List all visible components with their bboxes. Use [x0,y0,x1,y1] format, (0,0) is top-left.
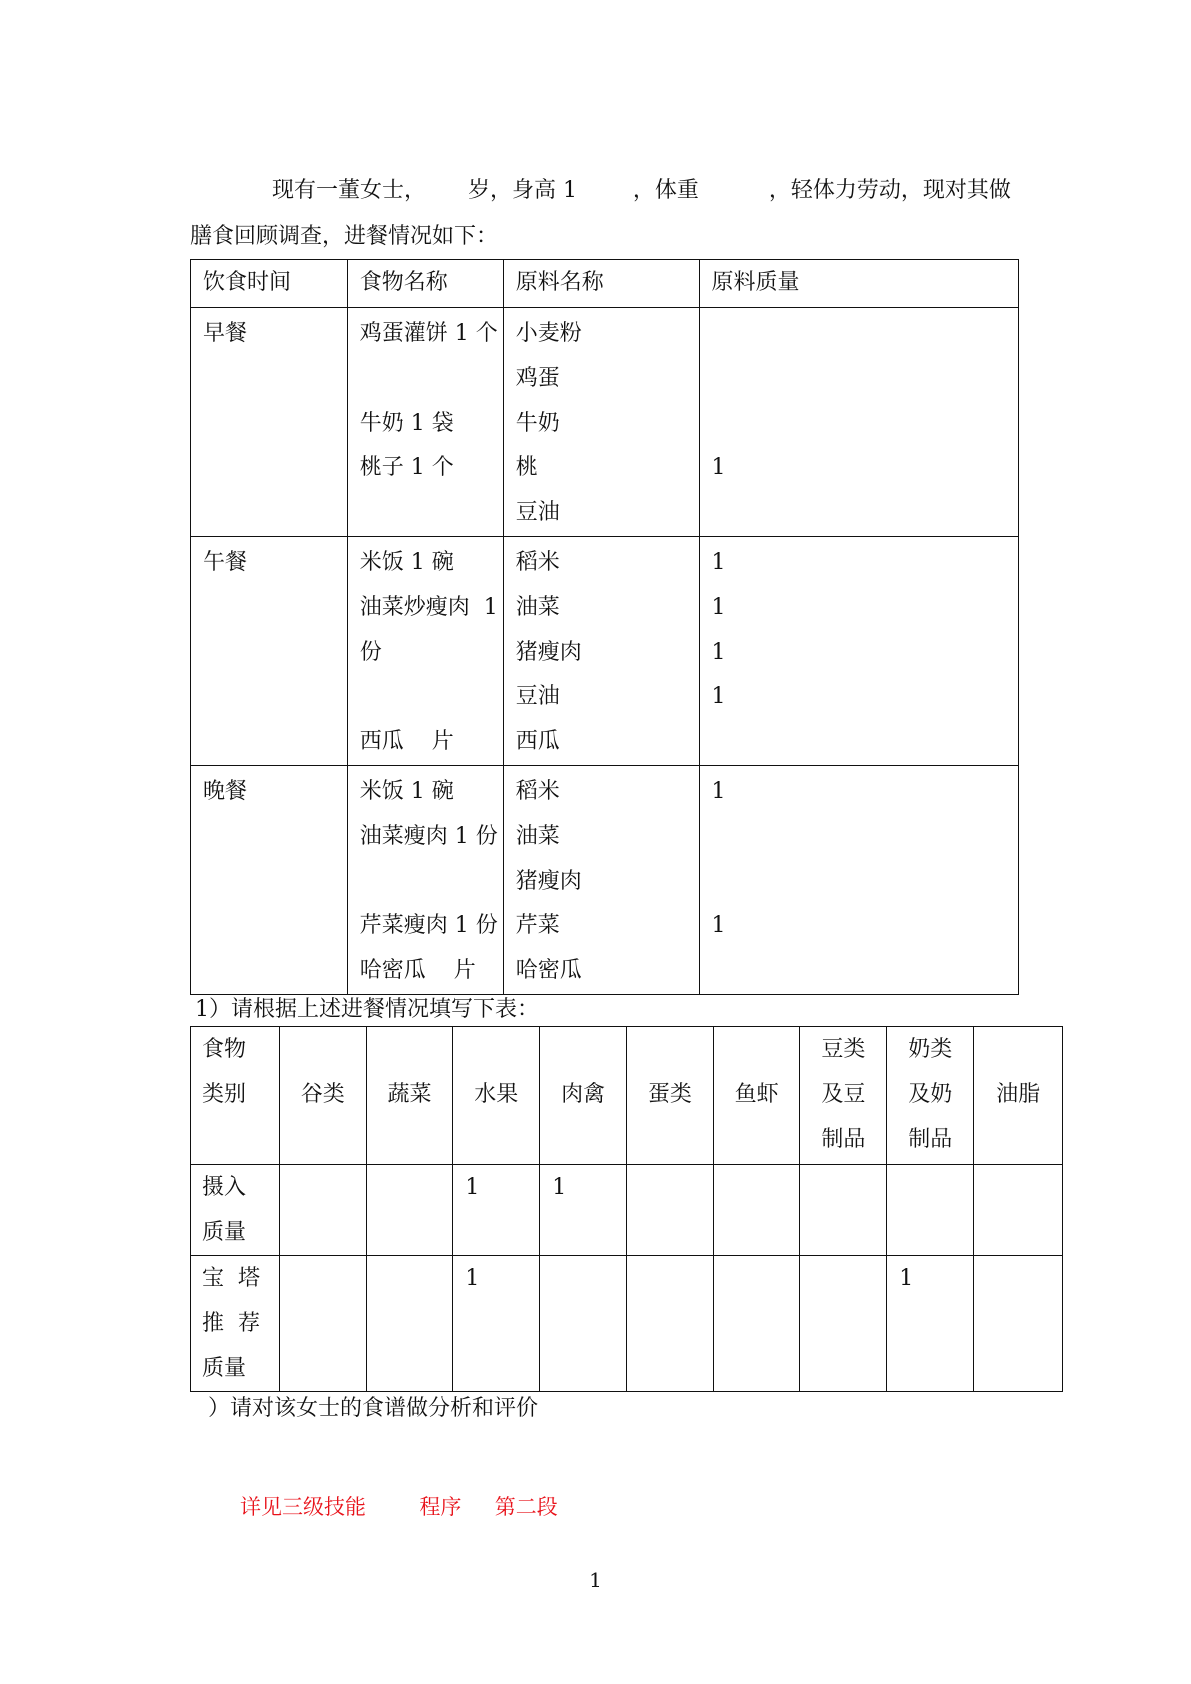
category-cell [974,1027,1063,1165]
category-label: 油脂 [996,1082,1041,1107]
quantity-item [712,402,1018,447]
value: 1 [899,1266,914,1291]
value [367,1165,453,1172]
category-label: 及奶 [908,1082,953,1107]
meal-record-table [190,259,1019,995]
value-cell[interactable] [800,1256,887,1392]
pagoda-recommended-row [191,1256,1063,1392]
food-item: 牛奶 1 袋 [359,410,454,436]
quantity-item [712,357,1018,402]
ingredient-item: 桃 [515,455,538,481]
header-food-name: 食物名称 [347,260,503,308]
category-label: 制品 [908,1127,953,1152]
quantity-item: 1 [711,455,726,481]
value [714,1165,800,1172]
category-cell [540,1027,627,1165]
value [280,1256,366,1263]
value [974,1256,1062,1263]
food-item [360,491,503,536]
ingredient-item: 猪瘦肉 [515,639,582,665]
food-item: 油菜瘦肉 1 份 [359,823,498,849]
value: 1 [552,1175,567,1200]
category-cell [713,1027,800,1165]
red-reference-note: 详见三级技能 程序 第二段 [240,1495,558,1519]
value-cell[interactable] [974,1165,1063,1256]
category-cell [366,1027,453,1165]
food-category-table [190,1026,1063,1392]
category-label: 豆类 [821,1037,866,1062]
quantity-item [712,720,1018,765]
row-label: 推 荐 [202,1311,260,1336]
food-item: 哈密瓜 片 [359,958,476,984]
ingredients-cell [503,536,699,765]
intake-quantity-row [191,1165,1063,1256]
meal-row-dinner [191,765,1019,994]
header-ingredient-name: 原料名称 [503,260,699,308]
ingredient-item: 哈密瓜 [515,958,582,984]
food-item: 份 [359,639,382,665]
quantity-item: 1 [711,684,726,710]
food-item [360,357,503,402]
food-item [360,675,503,720]
row-label-cell [191,1165,280,1256]
category-cell [279,1027,366,1165]
value-cell[interactable] [453,1256,540,1392]
category-cell [626,1027,713,1165]
ingredient-item: 稻米 [515,549,560,575]
quantity-item [712,312,1018,357]
quantities-cell [699,765,1018,994]
meal-name: 午餐 [203,549,248,575]
category-label: 及豆 [821,1082,866,1107]
ingredient-item: 芹菜 [515,913,560,939]
quantity-item [712,491,1018,536]
value [627,1165,713,1172]
ingredient-item: 猪瘦肉 [515,868,582,894]
header-meal-time: 饮食时间 [191,260,348,308]
value-cell[interactable] [540,1165,627,1256]
quantities-cell [699,536,1018,765]
meal-name: 晚餐 [203,778,248,804]
row-label: 宝 塔 [202,1266,260,1291]
value-cell[interactable] [800,1165,887,1256]
row-label: 摄入 [202,1175,247,1200]
page-number: 1 [589,1568,602,1592]
value [800,1256,886,1263]
value-cell[interactable] [366,1256,453,1392]
food-item: 桃子 1 个 [359,455,454,481]
value-cell[interactable] [713,1165,800,1256]
row-label-cell [191,1256,280,1392]
meal-row-lunch [191,536,1019,765]
value-cell[interactable] [626,1165,713,1256]
meal-table-header-row [191,260,1019,308]
intro-paragraph [190,168,1040,260]
quantity-item: 1 [711,549,726,575]
food-item [360,860,503,905]
food-item: 西瓜 片 [359,729,454,755]
ingredient-item: 稻米 [515,778,560,804]
value [540,1256,626,1263]
category-label: 制品 [821,1127,866,1152]
meal-name-cell [191,308,348,537]
corner-label: 食物 [202,1037,247,1062]
row-label: 质量 [202,1356,247,1381]
food-item: 油菜炒瘦肉 1 [359,594,498,620]
ingredient-item: 豆油 [515,684,560,710]
question-1-caption: 1）请根据上述进餐情况填写下表： [195,997,539,1022]
meal-name-cell [191,765,348,994]
quantity-item: 1 [711,639,726,665]
ingredient-item: 豆油 [515,500,560,526]
value [887,1165,973,1172]
category-label: 谷类 [300,1082,345,1107]
value-cell[interactable] [279,1165,366,1256]
food-item: 芹菜瘦肉 1 份 [359,913,498,939]
value-cell[interactable] [887,1165,974,1256]
value [800,1165,886,1172]
value-cell[interactable] [453,1165,540,1256]
meal-name: 早餐 [203,321,248,346]
category-label: 水果 [474,1082,519,1107]
value-cell[interactable] [366,1165,453,1256]
category-label: 鱼虾 [734,1082,779,1107]
value-cell[interactable] [974,1256,1063,1392]
foods-cell [347,308,503,537]
quantity-item: 1 [711,778,726,804]
quantities-cell [699,308,1018,537]
value [714,1256,800,1263]
category-label: 蛋类 [647,1082,692,1107]
quantity-item [712,860,1018,905]
corner-cell [191,1027,280,1165]
value: 1 [465,1175,480,1200]
question-2-prompt: ）请对该女士的食谱做分析和评价 [208,1396,539,1421]
food-item: 米饭 1 碗 [359,549,454,575]
food-item: 米饭 1 碗 [359,778,454,804]
category-label: 奶类 [908,1037,953,1062]
ingredient-item: 鸡蛋 [515,365,560,391]
value-cell[interactable] [887,1256,974,1392]
value [627,1256,713,1263]
value [974,1165,1062,1172]
foods-cell [347,536,503,765]
category-header-row [191,1027,1063,1165]
category-cell [887,1027,974,1165]
ingredient-item: 西瓜 [515,729,560,755]
ingredients-cell [503,765,699,994]
foods-cell [347,765,503,994]
value [367,1256,453,1263]
corner-label: 类别 [202,1082,247,1107]
ingredients-cell [503,308,699,537]
value: 1 [465,1266,480,1291]
intro-line-1: 现有一董女士， 岁，身高 1 ，体重 ，轻体力劳动，现对其做 [272,178,1011,203]
quantity-item: 1 [711,913,726,939]
value-cell[interactable] [713,1256,800,1392]
quantity-item [712,949,1018,994]
ingredient-item: 牛奶 [515,410,560,436]
quantity-item [712,815,1018,860]
category-cell [453,1027,540,1165]
ingredient-item: 油菜 [515,823,560,849]
quantity-item: 1 [711,594,726,620]
value-cell[interactable] [279,1256,366,1392]
ingredient-item: 油菜 [515,594,560,620]
value-cell[interactable] [626,1256,713,1392]
intro-line-2: 膳食回顾调查，进餐情况如下： [190,224,499,249]
value-cell[interactable] [540,1256,627,1392]
category-label: 肉禽 [561,1082,606,1107]
value [280,1165,366,1172]
food-item: 鸡蛋灌饼 1 个 [359,321,498,346]
meal-name-cell [191,536,348,765]
ingredient-item: 小麦粉 [515,321,582,346]
meal-row-breakfast [191,308,1019,537]
header-ingredient-quantity: 原料质量 [699,260,1018,308]
category-cell [800,1027,887,1165]
category-label: 蔬菜 [387,1082,432,1107]
row-label: 质量 [202,1220,247,1245]
